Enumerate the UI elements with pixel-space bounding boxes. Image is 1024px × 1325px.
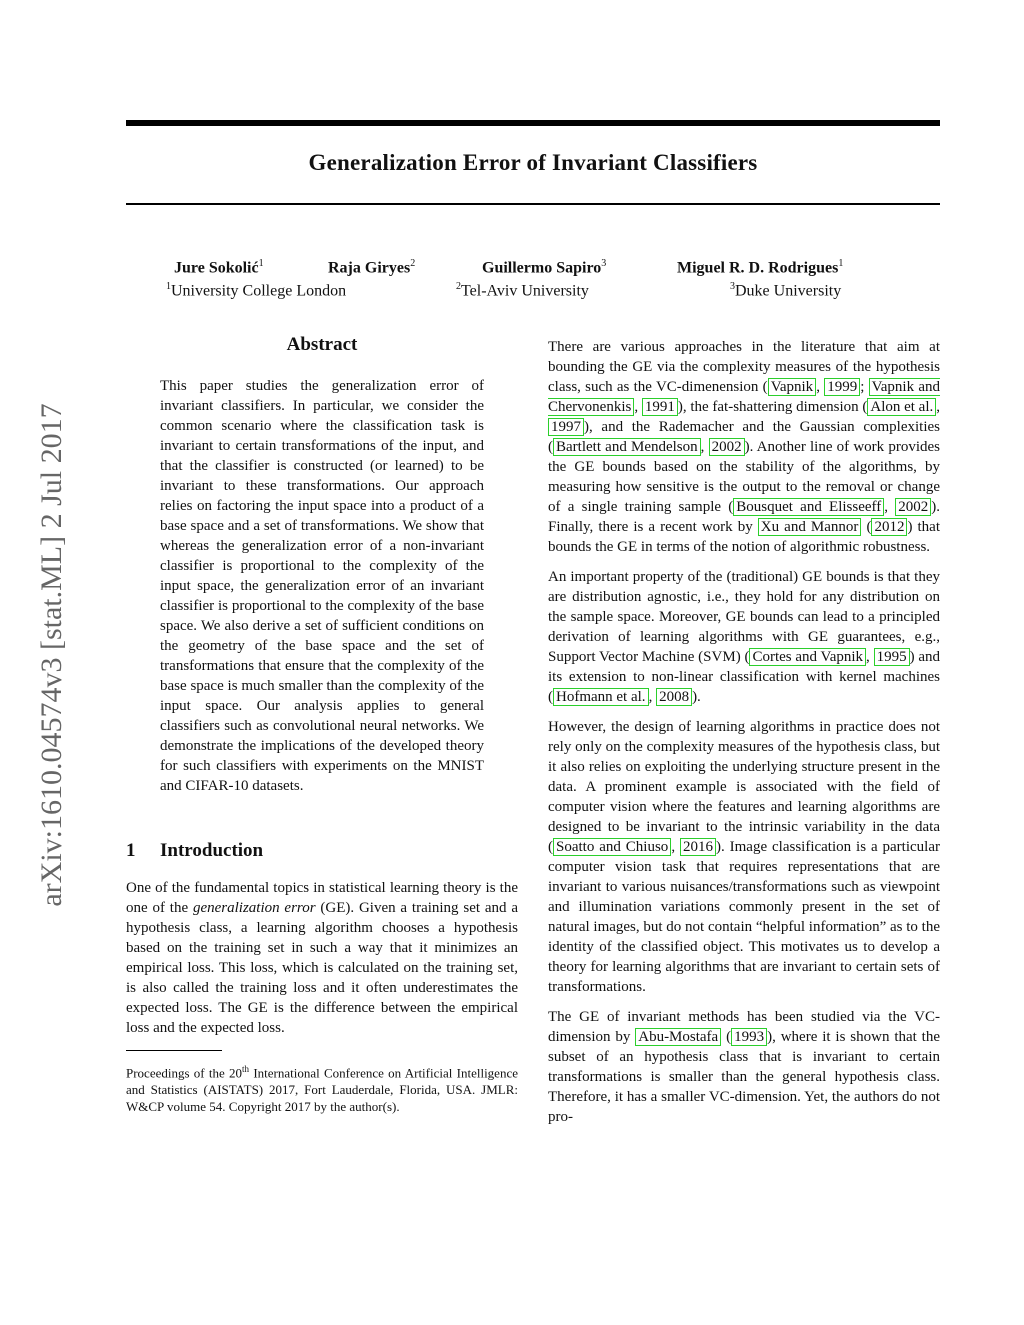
author-name: Guillermo Sapiro bbox=[482, 259, 602, 277]
citation-link[interactable]: 2012 bbox=[871, 518, 907, 536]
right-column bbox=[548, 337, 940, 1137]
citation-link[interactable]: Bousquet and Elisseeff bbox=[733, 498, 884, 516]
term-generalization-error: generalization error bbox=[192, 900, 316, 916]
citation-link[interactable]: 1999 bbox=[824, 378, 860, 396]
citation-link[interactable]: Xu and Mannor bbox=[758, 518, 862, 536]
citation-link[interactable]: 2002 bbox=[709, 438, 745, 456]
citation-link[interactable]: 2016 bbox=[680, 838, 716, 856]
citation-link[interactable]: Vapnik and Chervonenkis bbox=[548, 379, 941, 415]
citation-link[interactable]: Abu-Mostafa bbox=[635, 1028, 721, 1046]
section-heading-introduction bbox=[126, 840, 518, 862]
arxiv-stamp: arXiv:1610.04574v3 [stat.ML] 2 Jul 2017 bbox=[35, 403, 68, 907]
citation-link[interactable]: 1995 bbox=[874, 648, 910, 666]
affiliation-sup: 1 bbox=[166, 281, 171, 292]
author-4 bbox=[677, 258, 843, 277]
title-rule-top bbox=[126, 120, 940, 126]
paragraph-vc-dimension: The GE of invariant methods has been studied via the VC-dimension by Abu-Mostafa ( 1993 ), where it is shown that the subset of an hypothesis class that is invariant to certain transformations is smaller than the general hypothesis class. Therefore, it has a smaller VC-dimension. Yet, the authors do not pro- bbox=[548, 1009, 941, 1125]
abstract-heading: Abstract bbox=[286, 334, 358, 355]
proceedings-footnote: Proceedings of the 20th International Conference on Artificial Intelligence and Statistics (AISTATS) 2017, Fort Lauderdale, Florida, USA. JMLR: W&CP volume 54. Copyright 2017 by the author(s). bbox=[126, 1064, 518, 1115]
citation-link[interactable]: 1991 bbox=[642, 398, 678, 416]
affiliation-1 bbox=[166, 280, 346, 300]
author-1 bbox=[174, 258, 264, 277]
left-column bbox=[126, 334, 518, 1115]
author-sup: 1 bbox=[838, 258, 844, 269]
citation-link[interactable]: 2008 bbox=[656, 688, 692, 706]
paragraph-distribution-agnostic: An important property of the (traditional) GE bounds is that they are distribution agnostic, i.e., they hold for any distribution on the sample space. Moreover, GE bounds can lead to a principled derivation of learning algorithms with GE guarantees, e.g., Support Vector Machine (SVM) ( Cortes and Vapnik , 1995 ) and its extension to non-linear classification with kernel machines ( Hofmann et al. , 2008 ). bbox=[548, 569, 941, 705]
paragraph-ge-bounds: There are various approaches in the literature that aim at bounding the GE via the complexity measures of the hypothesis class, such as the VC-dimenension ( Vapnik , 1999 ; Vapnik and Chervonenkis , 1991 ), the fat-shattering dimension ( Alon et al. , 1997 ), and the Rademacher and the Gaussian complexities ( Bartlett and Mendelson , 2002 ). Another line of work provides the GE bounds based on the stability of the algorithms, by measuring how sensitive is the output to the removal or change of a single training sample ( Bousquet and Elisseeff , 2002 ). Finally, there is a recent work by Xu and Mannor ( 2012 ) that bounds the GE in terms of the notion of algorithmic robustness. bbox=[548, 339, 941, 555]
author-name: Miguel R. D. Rodrigues bbox=[677, 259, 839, 277]
author-sup: 2 bbox=[410, 258, 416, 269]
citation-link[interactable]: Cortes and Vapnik bbox=[749, 648, 866, 666]
citation-link[interactable]: 1993 bbox=[731, 1028, 767, 1046]
author-sup: 1 bbox=[258, 258, 264, 269]
author-sup: 3 bbox=[601, 258, 607, 269]
paper-title: Generalization Error of Invariant Classifiers bbox=[308, 150, 758, 175]
affiliation-sup: 3 bbox=[730, 281, 735, 292]
affiliation-name: University College London bbox=[171, 282, 347, 300]
author-2 bbox=[328, 258, 415, 277]
section-number: 1 bbox=[126, 840, 136, 861]
paragraph-invariance-motivation: However, the design of learning algorithms in practice does not rely only on the complexity measures of the hypothesis class, but it also relies on exploiting the underlying structure present in the data. A prominent example is associated with the field of computer vision where the features and learning algorithms are designed to be invariant to the intrinsic variability in the data ( Soatto and Chiuso , 2016 ). Image classification is a particular computer vision task that requires representations that are invariant to various nuisances/transformations such as viewpoint and illumination variations commonly present in the set of natural images, but do not contain “helpful information” as to the identity of the classified object. This motivates us to develop a theory for learning algorithms that are invariant to certain sets of transformations. bbox=[548, 719, 940, 995]
author-3 bbox=[482, 258, 606, 277]
citation-link[interactable]: Alon et al. bbox=[867, 398, 936, 416]
affiliation-sup: 2 bbox=[456, 281, 461, 292]
intro-paragraph-1: One of the fundamental topics in statistical learning theory is the one of the generalization error (GE). Given a training set and a hypothesis class, a learning algorithm chooses a hypothesis based on the training set in such a way that it minimizes an empirical loss. This loss, which is calculated on the training set, is also called the training loss and it often underestimates the expected loss. The GE is the difference between the empirical loss and the expected loss. bbox=[126, 880, 519, 1036]
affiliation-name: Duke University bbox=[735, 282, 842, 300]
author-name: Raja Giryes bbox=[328, 259, 411, 277]
affiliation-name: Tel-Aviv University bbox=[461, 282, 589, 300]
section-title: Introduction bbox=[160, 840, 264, 861]
citation-link[interactable]: Soatto and Chiuso bbox=[553, 838, 671, 856]
abstract-text: This paper studies the generalization error of invariant classifiers. In particular, we consider the common scenario where the classification task is invariant to certain transformations of the input, and that the classifier is constructed (or learned) to be invariant to these transformations. Our approach relies on factoring the input space into a product of a base space and a set of transformations. We show that whereas the generalization error of a non-invariant classifier is proportional to the complexity of the input space, the generalization error of an invariant classifier is proportional to the complexity of the base space. We also derive a set of sufficient conditions on the geometry of the base space and the set of transformations that ensure that the complexity of the base space is much smaller than the complexity of the input space. Our analysis applies to general classifiers such as convolutional neural networks. We demonstrate the implications of the developed theory for such classifiers with experiments on the MNIST and CIFAR-10 datasets. bbox=[160, 378, 484, 794]
affiliation-2 bbox=[456, 280, 589, 300]
author-block bbox=[126, 258, 940, 308]
citation-link[interactable]: Bartlett and Mendelson bbox=[553, 438, 701, 456]
citation-link[interactable]: Vapnik bbox=[768, 378, 817, 396]
citation-link[interactable]: 2002 bbox=[895, 498, 931, 516]
citation-link[interactable]: 1997 bbox=[548, 418, 584, 436]
author-name: Jure Sokolić bbox=[174, 259, 259, 277]
footnote-rule bbox=[126, 1050, 222, 1051]
title-rule-bottom bbox=[126, 203, 940, 205]
citation-link[interactable]: Hofmann et al. bbox=[553, 688, 649, 706]
affiliation-3 bbox=[730, 280, 841, 300]
